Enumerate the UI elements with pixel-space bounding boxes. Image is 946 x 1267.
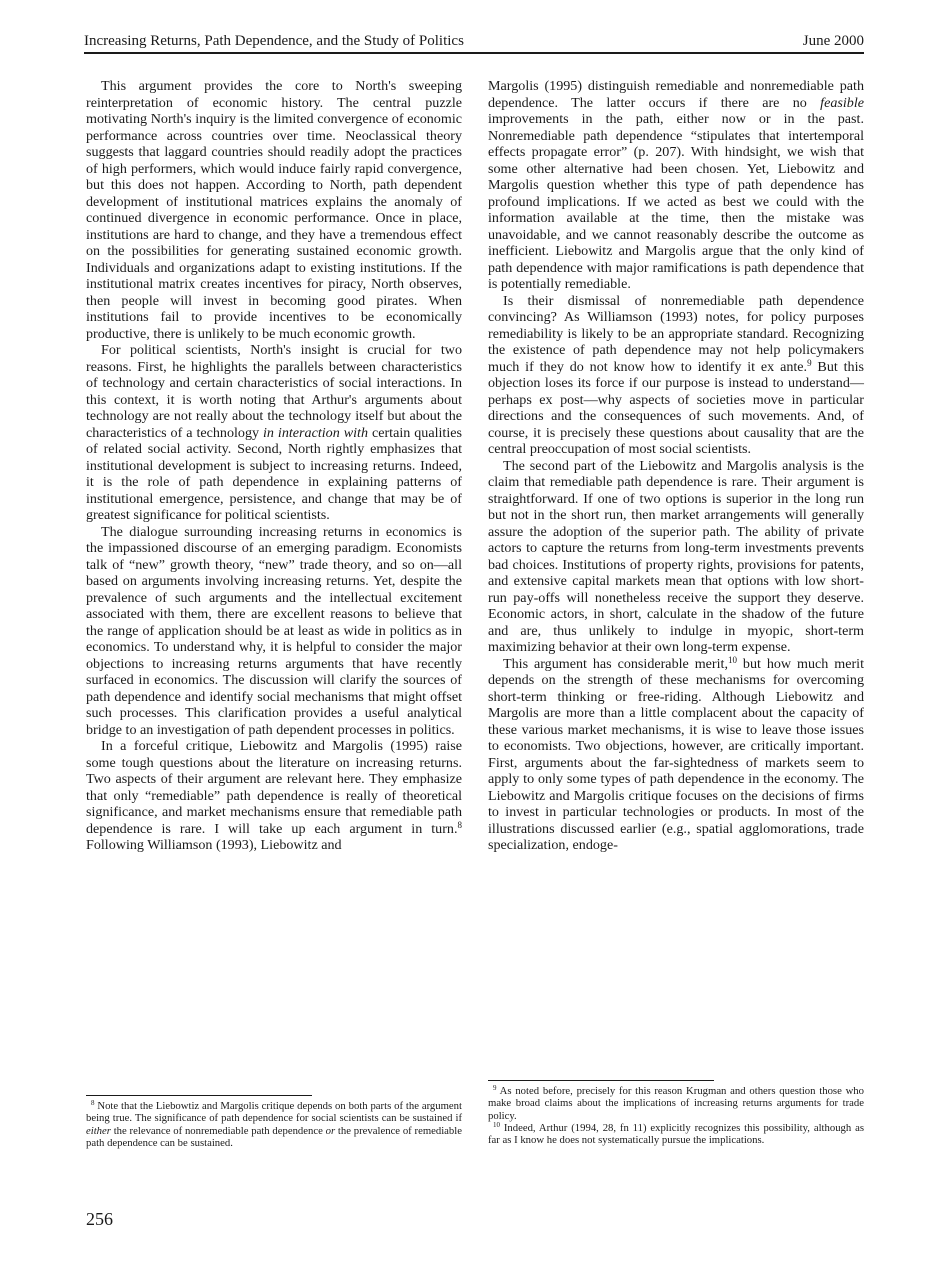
footnote-10: $^{10}$ Indeed, Arthur (1994, 28, fn 11) explicitly recognizes this possibility, although as far as I know he does not systematically pursue the implications. [488,1120,864,1147]
paragraph: In a forceful critique, Liebowitz and Margolis (1995) raise some tough questions about the literature on increasing returns. Two aspects of their argument are relevant here. They emphasize that only “remediable” path dependence is really of theoretical significance, and market mechanisms ensure that remediable path dependence is rare. I will take up each argument in turn.$^8$ Following Williamson (1993), Liebowitz and [86,738,462,853]
paragraph: For political scientists, North's insight is crucial for two reasons. First, he highlights the parallels between characteristics of technology and certain characteristics of social interactions. In this context, it is worth noting that Arthur's arguments about technology are not really about the technology itself but about the characteristics of a technology in interaction with certain qualities of related social activity. Second, North rightly emphasizes that institutional development is subject to increasing returns. Indeed, it is the role of path dependence in explaining patterns of institutional emergence, persistence, and change that may be of greatest significance for political scientists. [86,342,463,523]
footnote-ref: 10 [727,654,737,665]
paragraph: This argument provides the core to North's sweeping reinterpretation of economic history. The central puzzle motivating North's inquiry is the limited convergence of economic performance across countries over time. Neoclassical theory suggests that laggard countries should readily adopt the practices of high performers, which would induce fairly rapid convergence, but this does not happen. According to North, path dependent development of institutional matrices explains the anomaly of continued divergence in economic performance. Once in place, institutions are hard to change, and they have a tremendous effect on the possibilities for generating sustained economic growth. Individuals and organizations adapt to existing institutions. If the institutional matrix creates incentives for piracy, North observes, then people will invest in becoming good pirates. When institutions fail to provide incentives to be economically productive, there is unlikely to be much economic growth. [86,78,462,342]
footnote-ref: 9 [807,357,812,368]
paragraph: Is their dismissal of nonremediable path dependence convincing? As Williamson (1993) notes, for policy purposes remediability is likely to be an appropriate standard. Recognizing the existence of path dependence may not help policymakers much if they do not know how to identify it ex ante.$^9$ But this objection loses its force if our purpose is instead to understand—perhaps ex post—why aspects of societies move in particular directions and the consequences of such movements. And, of course, it is precisely these questions about causality that are the central preoccupation of most social scientists. [488,292,864,457]
footnote-ref: 8 [457,819,462,830]
page-number: 256 [86,1209,113,1229]
footnote-separator [488,1080,714,1081]
footnote-9: $^9$ As noted before, precisely for this reason Krugman and others question those who make broad claims about the implications of increasing returns arguments for trade policy. [488,1084,864,1122]
right-column [488,78,864,854]
footnote-8: $^8$ Note that the Liebowtiz and Margolis critique depends on both parts of the argument being true. The significance of path dependence for social scientists can be sustained if either the relevance of nonremediable path dependence or the prevalence of remediable path dependence can be sustained. [86,1099,462,1149]
paragraph: The second part of the Liebowitz and Margolis analysis is the claim that remediable path dependence is rare. Their argument is straightforward. If one of two options is superior in the long run but not in the short run, then market arrangements will generally assure the adoption of the superior path. The ability of private actors to capture the returns from long-term investments prevents bad choices. Institutions of property rights, provisions for patents, and extensive capital markets mean that options with low short-run pay-offs will nonetheless receive the support they deserve. Economic actors, in short, calculate in the shadow of the future and are, thus unlikely to indulge in myopic, short-term maximizing behavior at their own long-term expense. [488,457,864,655]
issue-date: June 2000 [802,33,864,49]
running-title: Increasing Returns, Path Dependence, and the Study of Politics [84,33,464,49]
emphasis: feasible [820,94,864,111]
footnotes-left [86,1100,462,1149]
paragraph: This argument has considerable merit,$^{10}$ but how much merit depends on the strength of these mechanisms for overcoming short-term thinking or free-riding. Although Liebowitz and Margolis are more than a little complacent about the capacity of these various market mechanisms, it is wise to leave those issues to economists. Two objections, however, are critically important. First, arguments about the far-sightedness of markets seem to apply to only some types of path dependence in the economy. The Liebowitz and Margolis critique focuses on the decisions of firms to invest in particular technologies or products. In most of the illustrations discussed earlier (e.g., spatial agglomorations, trade specialization, endoge- [488,654,864,853]
paragraph: Margolis (1995) distinguish remediable and nonremediable path dependence. The latter occurs if there are no feasible improvements in the path, either now or in the past. Nonremediable path dependence “stipulates that intertemporal effects propagate error” (p. 207). With hindsight, we wish that some other alternative had been chosen. Yet, Liebowitz and Margolis question whether this type of path dependence has profound implications. If we acted as best we could with the information available at the time, then the mistake was unavoidable, and we cannot reasonably describe the outcome as inefficient. Liebowitz and Margolis argue that the only kind of path dependence with major ramifications is path dependence that is potentially remediable. [488,78,864,292]
running-header [84,31,864,51]
emphasis: in interaction with [263,424,369,441]
footnotes-right [488,1085,864,1146]
header-rule [84,52,864,54]
footnote-separator [86,1095,312,1096]
paragraph: The dialogue surrounding increasing returns in economics is the impassioned discourse of an emerging paradigm. Economists talk of “new” growth theory, “new” trade theory, and so on—all based on arguments involving increasing returns. Yet, despite the prevalence of such arguments and the intellectual excitement associated with them, there are excellent reasons to believe that the range of application should be at least as wide in politics as in economics. To understand why, it is helpful to consider the major objections to increasing returns arguments that have recently surfaced in economics. The discussion will clarify the sources of path dependence and identify social mechanisms that might offset such processes. This clarification provides a useful analytical bridge to an investigation of path dependent processes in politics. [86,523,462,738]
left-column [86,78,462,854]
